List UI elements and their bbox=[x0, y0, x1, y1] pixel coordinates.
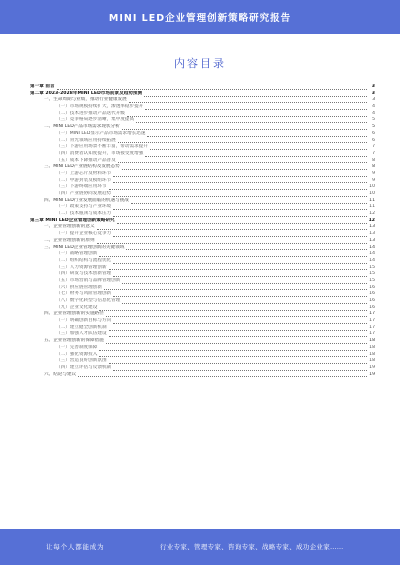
toc-entry[interactable] bbox=[30, 124, 375, 131]
page-header-bar bbox=[0, 0, 400, 34]
toc-entry-page: 15 bbox=[369, 264, 375, 270]
toc-entry-page: 5 bbox=[372, 124, 375, 130]
toc-leader-dots bbox=[106, 312, 367, 317]
toc-heading: 内容目录 bbox=[174, 57, 226, 70]
toc-entry-page: 8 bbox=[372, 157, 375, 163]
toc-entry[interactable] bbox=[30, 131, 375, 138]
toc-entry[interactable] bbox=[30, 318, 375, 325]
toc-entry[interactable] bbox=[30, 111, 375, 118]
toc-entry[interactable] bbox=[30, 84, 375, 91]
toc-entry[interactable] bbox=[30, 265, 375, 272]
toc-entry-label: 第一章 前言 bbox=[30, 84, 55, 89]
toc-entry[interactable] bbox=[30, 97, 375, 104]
toc-leader-dots bbox=[106, 339, 367, 344]
toc-entry[interactable] bbox=[30, 358, 375, 365]
toc-entry-label: （二）背光领域应用持续拓展 bbox=[56, 137, 116, 143]
toc-leader-dots bbox=[127, 112, 367, 117]
toc-entry[interactable] bbox=[30, 184, 375, 191]
toc-entry-page: 12 bbox=[368, 217, 375, 223]
toc-entry[interactable] bbox=[30, 305, 375, 312]
toc-entry-label: （四）建立评估与反馈机制 bbox=[56, 364, 112, 370]
toc-entry-page: 16 bbox=[369, 291, 375, 297]
toc-entry-page: 10 bbox=[369, 184, 375, 190]
toc-leader-dots bbox=[147, 132, 367, 137]
toc-entry-label: （一）上游芯片及材料环节 bbox=[56, 170, 112, 176]
toc-entry-page: 17 bbox=[369, 324, 375, 330]
toc-entry-page: 4 bbox=[372, 110, 375, 116]
toc-leader-dots bbox=[136, 118, 367, 123]
toc-entry[interactable] bbox=[30, 138, 375, 145]
toc-entry-page: 5 bbox=[372, 117, 375, 123]
toc-entry[interactable] bbox=[30, 91, 375, 98]
toc-leader-dots bbox=[113, 178, 367, 183]
toc-entry-label: （二）建立健全创新机制 bbox=[56, 324, 107, 330]
toc-entry[interactable] bbox=[30, 218, 375, 225]
toc-entry-label: （五）成本下降推动产品普及 bbox=[56, 157, 116, 163]
toc-entry-label: 三、MINI LED企业管理创新的关键领域 bbox=[44, 244, 125, 250]
toc-leader-dots bbox=[145, 152, 367, 157]
toc-entry-label: （四）消费者认知度提升，市场接受度增强 bbox=[56, 150, 144, 156]
toc-entry-label: 二、企业管理创新的原则 bbox=[44, 237, 95, 243]
toc-entry[interactable] bbox=[30, 245, 375, 252]
toc-entry-page: 17 bbox=[369, 331, 375, 337]
toc-entry[interactable] bbox=[30, 251, 375, 258]
toc-leader-dots bbox=[109, 332, 367, 337]
footer-slogan: 让每个人都能成为 bbox=[46, 543, 105, 551]
toc-entry[interactable] bbox=[30, 144, 375, 151]
toc-entry-page: 3 bbox=[371, 84, 375, 89]
toc-leader-dots bbox=[57, 85, 367, 90]
toc-entry[interactable] bbox=[30, 224, 375, 231]
toc-entry-label: （一）完善制度保障 bbox=[56, 344, 98, 350]
toc-entry-label: （三）下游终端应用环节 bbox=[56, 184, 107, 190]
page-footer-bar bbox=[0, 529, 400, 565]
toc-leader-dots bbox=[113, 192, 367, 197]
toc-entry-label: 四、MINI LED行业发展面临的机遇与挑战 bbox=[44, 197, 129, 203]
toc-entry-page: 17 bbox=[369, 311, 375, 317]
toc-entry[interactable] bbox=[30, 372, 375, 379]
toc-leader-dots bbox=[113, 212, 367, 217]
toc-leader-dots bbox=[126, 245, 367, 250]
footer-tagline: 行业专家、管理专家、咨询专家、战略专家、成功企业家…… bbox=[160, 543, 344, 551]
toc-entry-label: （二）强化资源投入 bbox=[56, 351, 98, 357]
toc-entry[interactable] bbox=[30, 191, 375, 198]
toc-entry-page: 18 bbox=[369, 358, 375, 364]
toc-entry-label: （一）提升企业核心竞争力 bbox=[56, 231, 112, 237]
toc-leader-dots bbox=[109, 326, 367, 331]
toc-entry-page: 16 bbox=[369, 298, 375, 303]
toc-leader-dots bbox=[122, 165, 367, 170]
toc-entry-page: 11 bbox=[369, 197, 375, 203]
toc-entry[interactable] bbox=[30, 211, 375, 218]
toc-entry[interactable] bbox=[30, 338, 375, 345]
toc-entry-label: 五、企业管理创新的保障措施 bbox=[44, 338, 104, 344]
toc-entry[interactable] bbox=[30, 365, 375, 372]
toc-entry-label: （三）加强人才队伍建设 bbox=[56, 331, 107, 337]
toc-leader-dots bbox=[109, 359, 367, 364]
toc-entry-page: 18 bbox=[369, 338, 375, 344]
toc-entry-page: 6 bbox=[372, 130, 375, 136]
toc-leader-dots bbox=[97, 225, 367, 230]
toc-entry-page: 4 bbox=[372, 104, 375, 110]
toc-leader-dots bbox=[113, 272, 367, 277]
toc-entry[interactable] bbox=[30, 164, 375, 171]
toc-entry-label: 三、MINI LED产业链结构及发展态势 bbox=[44, 164, 120, 170]
toc-entry-label: （四）产业链协同发展趋势 bbox=[56, 191, 112, 196]
toc-entry-label: （一）市场规模持续扩大，渗透率稳步提升 bbox=[56, 104, 144, 110]
toc-leader-dots bbox=[99, 306, 367, 311]
toc-entry-label: （三）下游应用场景不断丰富，带动需求提升 bbox=[56, 144, 148, 150]
toc-leader-dots bbox=[117, 219, 367, 224]
toc-entry-label: （九）企业文化建设 bbox=[56, 304, 98, 310]
toc-leader-dots bbox=[113, 292, 367, 297]
toc-entry-label: （二）技术瓶颈与成本压力 bbox=[56, 211, 112, 217]
toc-leader-dots bbox=[97, 239, 367, 244]
table-of-contents bbox=[30, 84, 375, 378]
toc-entry-page: 6 bbox=[372, 137, 375, 143]
toc-leader-dots bbox=[129, 98, 367, 103]
toc-entry-label: （六）供应链管理创新 bbox=[56, 284, 102, 290]
toc-entry-page: 15 bbox=[369, 277, 375, 283]
toc-entry[interactable] bbox=[30, 311, 375, 318]
toc-entry-page: 14 bbox=[369, 244, 375, 250]
toc-entry-page: 11 bbox=[369, 204, 375, 210]
toc-entry-page: 14 bbox=[369, 251, 375, 257]
toc-leader-dots bbox=[78, 372, 367, 377]
toc-leader-dots bbox=[145, 105, 367, 110]
toc-entry-page: 16 bbox=[369, 284, 375, 290]
toc-entry-label: （一）战略管理创新 bbox=[56, 251, 98, 257]
toc-entry[interactable] bbox=[30, 298, 375, 305]
toc-entry-page: 13 bbox=[369, 224, 375, 230]
toc-entry-page: 3 bbox=[372, 97, 375, 103]
toc-leader-dots bbox=[104, 285, 367, 290]
toc-leader-dots bbox=[144, 92, 367, 97]
toc-entry-page: 18 bbox=[369, 344, 375, 350]
toc-entry-page: 8 bbox=[372, 164, 375, 170]
toc-entry-label: 第三章 MINI LED企业管理创新策略研究 bbox=[30, 217, 115, 223]
toc-entry-label: （一）明确创新目标与方向 bbox=[56, 318, 112, 324]
toc-entry[interactable] bbox=[30, 291, 375, 298]
toc-entry-page: 3 bbox=[371, 90, 375, 96]
toc-entry[interactable] bbox=[30, 204, 375, 211]
toc-entry[interactable] bbox=[30, 278, 375, 285]
toc-entry-page: 7 bbox=[372, 144, 375, 150]
toc-entry-page: 19 bbox=[369, 371, 375, 377]
toc-entry-page: 14 bbox=[369, 257, 375, 263]
toc-entry-label: 六、结论与建议 bbox=[44, 371, 77, 377]
toc-leader-dots bbox=[113, 172, 367, 177]
toc-entry[interactable] bbox=[30, 231, 375, 238]
toc-leader-dots bbox=[150, 145, 367, 150]
toc-entry[interactable] bbox=[30, 158, 375, 165]
toc-entry-label: （七）财务与风险管理创新 bbox=[56, 291, 112, 297]
toc-entry-page: 9 bbox=[372, 177, 375, 183]
toc-leader-dots bbox=[99, 346, 367, 351]
toc-entry-label: 一、企业管理创新的意义 bbox=[44, 224, 95, 230]
toc-entry[interactable] bbox=[30, 151, 375, 158]
toc-entry[interactable] bbox=[30, 352, 375, 359]
toc-entry-page: 7 bbox=[372, 150, 375, 156]
toc-entry-label: （二）技术进步推动产品迭代升级 bbox=[56, 110, 125, 116]
toc-entry-label: 四、企业管理创新的实施路径 bbox=[44, 311, 104, 317]
toc-leader-dots bbox=[99, 352, 367, 357]
toc-entry[interactable] bbox=[30, 178, 375, 185]
toc-entry-label: （一）政策支持与产业环境 bbox=[56, 204, 112, 210]
toc-leader-dots bbox=[113, 366, 367, 371]
toc-entry-label: 第二章 2023-2028年MINI LED市场前景及趋势预测 bbox=[30, 90, 143, 96]
toc-entry-label: （三）竞争格局逐步清晰，集中度提高 bbox=[56, 117, 135, 123]
toc-entry-page: 19 bbox=[369, 364, 375, 370]
toc-entry-page: 13 bbox=[369, 237, 375, 243]
toc-leader-dots bbox=[122, 279, 367, 284]
toc-leader-dots bbox=[113, 319, 367, 324]
toc-entry[interactable] bbox=[30, 117, 375, 124]
toc-entry-label: （一）MINI LED显示产品市场需求增长迅速 bbox=[56, 130, 146, 136]
toc-entry-label: （二）中游封装及模组环节 bbox=[56, 177, 112, 183]
toc-entry-page: 13 bbox=[369, 231, 375, 237]
toc-entry[interactable] bbox=[30, 198, 375, 205]
toc-entry[interactable] bbox=[30, 331, 375, 338]
toc-entry[interactable] bbox=[30, 171, 375, 178]
report-title: MINI LED企业管理创新策略研究报告 bbox=[108, 13, 292, 24]
toc-entry[interactable] bbox=[30, 238, 375, 245]
toc-leader-dots bbox=[122, 125, 367, 130]
toc-entry[interactable] bbox=[30, 285, 375, 292]
toc-entry-label: （五）市场营销与品牌管理创新 bbox=[56, 277, 121, 283]
toc-entry-label: （二）组织结构与流程优化 bbox=[56, 257, 112, 263]
toc-leader-dots bbox=[118, 138, 367, 143]
toc-entry-label: （八）数字化转型与信息化管理 bbox=[56, 298, 121, 303]
toc-entry[interactable] bbox=[30, 258, 375, 265]
toc-entry-page: 18 bbox=[369, 351, 375, 357]
toc-entry-page: 16 bbox=[369, 304, 375, 310]
toc-leader-dots bbox=[109, 265, 367, 270]
toc-leader-dots bbox=[113, 205, 367, 210]
toc-entry-label: （四）研发与技术创新管理 bbox=[56, 271, 112, 277]
toc-leader-dots bbox=[131, 199, 367, 204]
toc-leader-dots bbox=[118, 158, 367, 163]
toc-entry-page: 17 bbox=[369, 318, 375, 324]
toc-leader-dots bbox=[122, 299, 367, 304]
toc-leader-dots bbox=[113, 259, 367, 264]
toc-entry-page: 9 bbox=[372, 170, 375, 176]
toc-leader-dots bbox=[109, 185, 367, 190]
toc-entry-page: 12 bbox=[369, 211, 375, 217]
toc-entry-page: 15 bbox=[369, 271, 375, 277]
toc-entry-label: （三）人力资源管理创新 bbox=[56, 264, 107, 270]
toc-entry-page: 10 bbox=[369, 191, 375, 196]
toc-leader-dots bbox=[113, 232, 367, 237]
toc-entry-label: 一、生命周期与业绩，推动行业健康发展 bbox=[44, 97, 127, 103]
toc-entry-label: （三）营造良好创新氛围 bbox=[56, 358, 107, 364]
toc-entry[interactable] bbox=[30, 271, 375, 278]
toc-leader-dots bbox=[99, 252, 367, 257]
toc-entry[interactable] bbox=[30, 345, 375, 352]
toc-entry[interactable] bbox=[30, 325, 375, 332]
toc-entry[interactable] bbox=[30, 104, 375, 111]
toc-entry-label: 二、MINI LED产品市场需求现状分析 bbox=[44, 124, 120, 130]
